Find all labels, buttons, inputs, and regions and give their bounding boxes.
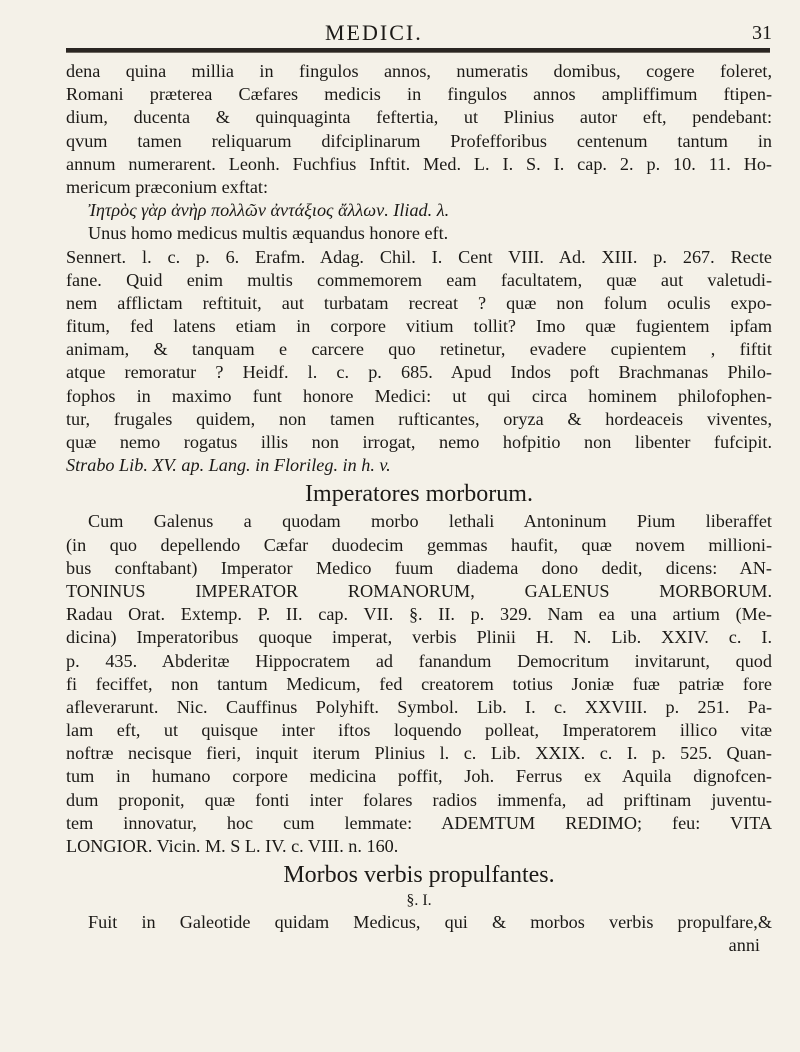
text-line: p. 435. Abderitӕ Hippocratem ad fanandum Democritum invitarunt, quod: [66, 650, 772, 671]
text-line: tum in humano corpore medicina poffit, Joh. Ferrus ex Aquila dignofcen-: [66, 766, 772, 787]
text-line: TONINUS IMPERATOR ROMANORUM, GALENUS MORBORUM.: [66, 580, 772, 601]
text-line: fane. Quid enim multis commemorem eam facultatem, quӕ aut valetudi-: [66, 269, 772, 290]
text-line: lam eft, ut quisque inter iftos loquendo polleat, Imperatorem illico vitӕ: [66, 720, 772, 741]
greek-quotation: Ἰητρὸς γὰρ ἀνὴρ πολλῶν ἀντάξιος ἄλλων. Iliad. λ.: [88, 200, 450, 221]
text-line: Fuit in Galeotide quidam Medicus, qui & morbos verbis propulfare,&: [88, 912, 772, 933]
text-line: Romani prӕterea Cӕfares medicis in fingulos annos ampliffimum ftipen-: [66, 84, 772, 105]
section-heading: Imperatores morborum.: [305, 481, 533, 508]
catchword: anni: [728, 935, 760, 956]
text-line: Strabo Lib. XV. ap. Lang. in Florileg. in h. v.: [66, 455, 391, 476]
text-line: fi feciffet, non tantum Medicum, fed creatorem totius Joniӕ fuӕ patriӕ fore: [66, 673, 772, 694]
section-mark: §. I.: [406, 892, 432, 910]
text-line: LONGIOR. Vicin. M. S L. IV. c. VIII. n. 160.: [66, 836, 399, 856]
text-line: Unus homo medicus multis ӕquandus honore eft.: [88, 223, 449, 244]
text-line: Cum Galenus a quodam morbo lethali Antoninum Pium liberaffet: [88, 511, 772, 532]
page-number: 31: [752, 22, 772, 44]
header-rule: [66, 48, 770, 53]
text-line: tem innovatur, hoc cum lemmate: ADEMTUM REDIMO; feu: VITA: [66, 812, 772, 833]
text-line: tur, frugales quidem, non tamen rufticantes, oryza & hordeaceis viventes,: [66, 408, 772, 429]
text-line: dicina) Imperatoribus quoque imperat, verbis Plinii H. N. Lib. XXIV. c. I.: [66, 627, 772, 648]
text-line: (in quo depellendo Cӕfar duodecim gemmas haufit, quӕ novem millioni-: [66, 534, 772, 555]
text-line: noftrӕ necisque fieri, inquit iterum Plinius l. c. Lib. XXIX. c. I. p. 525. Quan-: [66, 743, 772, 764]
text-line: atque remoratur ? Heidf. l. c. p. 685. Apud Indos poft Brachmanas Philo-: [66, 362, 772, 383]
text-line: qvum tamen reliquarum difciplinarum Profefforibus centenum tantum in: [66, 130, 772, 151]
text-line: mericum prӕconium exftat:: [66, 176, 269, 197]
text-line: quӕ nemo rogatus illis non irrogat, nemo hofpitio non libenter fufcipit.: [66, 432, 772, 452]
running-head: [0, 16, 800, 46]
text-line: bus conftabant) Imperator Medico fuum diadema dono dedit, dicens: AN-: [66, 557, 772, 578]
text-line: dium, ducenta & quinquaginta feftertia, ut Plinius autor eft, pendebant:: [66, 107, 772, 128]
text-line: Sennert. l. c. p. 6. Erafm. Adag. Chil. I. Cent VIII. Ad. XIII. p. 267. Recte: [66, 246, 772, 267]
section-heading: Morbos verbis propulfantes.: [283, 862, 555, 889]
text-line: dum proponit, quӕ fonti inter folares radios immenfa, ad priftinam juventu-: [66, 789, 772, 810]
text-line: fophos in maximo funt honore Medici: ut qui circa hominem philofophen-: [66, 385, 772, 406]
text-line: nem afflictam reftituit, aut turbatam recreat ? quӕ non folum oculis expo-: [66, 292, 772, 313]
running-head-title: MEDICI.: [325, 20, 423, 45]
text-line: fitum, fed latens etiam in corpore vitium tollit? Imo quӕ fugientem ipfam: [66, 316, 772, 337]
body-text: [66, 60, 772, 958]
text-line: dena quina millia in fingulos annos, numeratis domibus, cogere foleret,: [66, 61, 772, 81]
text-line: Radau Orat. Extemp. P. II. cap. VII. §. II. p. 329. Nam ea una artium (Me-: [66, 604, 772, 625]
text-line: animam, & tanquam e carcere quo retinetur, evadere cupientem , fiftit: [66, 339, 772, 360]
text-line: annum numerarent. Leonh. Fuchfius Inftit. Med. L. I. S. I. cap. 2. p. 10. 11. Ho-: [66, 153, 772, 174]
text-line: afleverarunt. Nic. Cauffinus Polyhift. Symbol. Lib. I. c. XXVIII. p. 251. Pa-: [66, 696, 772, 717]
